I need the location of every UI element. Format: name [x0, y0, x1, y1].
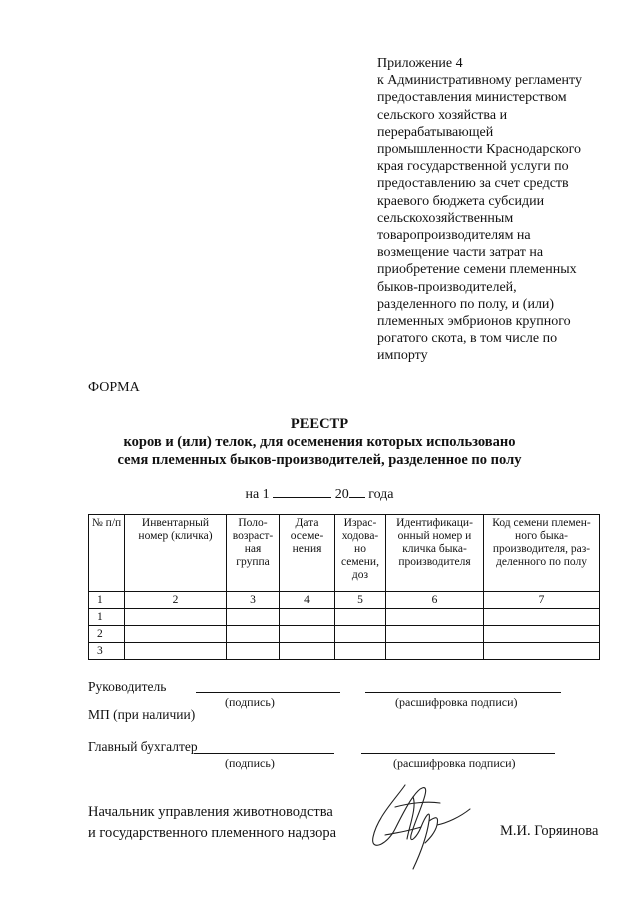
head-signature-line [196, 692, 340, 693]
appendix-line: сельскохозяйственным [377, 210, 514, 226]
header-age-group: Поло-возраст-ная группа [227, 515, 280, 592]
document-title: РЕЕСТР [290, 416, 349, 432]
handwritten-signature [365, 777, 480, 877]
period-prefix: на 1 [245, 487, 270, 502]
appendix-line: предоставлению за счет средств [377, 176, 569, 192]
accountant-label: Главный бухгалтер [88, 739, 198, 754]
column-number: 3 [227, 592, 280, 609]
appendix-note [377, 55, 622, 365]
appendix-line: возмещение части затрат на [377, 245, 544, 261]
appendix-line: быков-производителей, [377, 279, 517, 295]
column-number: 1 [89, 592, 125, 609]
table-row [89, 643, 600, 660]
row-number: 3 [89, 643, 125, 660]
row-number: 2 [89, 626, 125, 643]
appendix-line: приобретение семени племенных [377, 262, 577, 278]
row-number: 1 [89, 609, 125, 626]
appendix-line: предоставления министерством [377, 90, 567, 106]
document-subtitle-line: семя племенных быков-производителей, разделенное по полу [117, 452, 522, 468]
period-line [0, 485, 639, 503]
period-year-prefix: 20 [334, 487, 349, 502]
sign-hint: (подпись) [225, 756, 275, 770]
table-numbering-row [89, 592, 600, 609]
table-row [89, 609, 600, 626]
header-inventory: Инвентарный номер (кличка) [125, 515, 227, 592]
period-year-blank [349, 485, 365, 498]
appendix-line: промышленности Краснодарского [377, 142, 582, 158]
sign-hint: (подпись) [225, 695, 275, 709]
table-header-row [89, 515, 600, 592]
appendix-line: импорту [377, 348, 428, 364]
period-suffix: года [368, 487, 394, 502]
appendix-line: к Административному регламенту [377, 73, 582, 89]
accountant-signature-line [194, 753, 334, 754]
header-doses: Израс-ходова-но семени, доз [335, 515, 386, 592]
table-row [89, 626, 600, 643]
appendix-line: племенных эмбрионов крупного [377, 314, 571, 330]
head-label: Руководитель [88, 679, 167, 694]
appendix-line: перерабатывающей [377, 124, 494, 140]
column-number: 2 [125, 592, 227, 609]
header-insemination-date: Дата осеме-нения [280, 515, 335, 592]
document-subtitle-line: коров и (или) телок, для осеменения которых использовано [123, 434, 516, 450]
decode-hint: (расшифровка подписи) [395, 695, 518, 709]
accountant-decode-line [361, 753, 555, 754]
appendix-line: края государственной услуги по [377, 159, 569, 175]
stamp-label: МП (при наличии) [88, 707, 196, 722]
appendix-line: Приложение 4 [377, 56, 463, 71]
column-number: 4 [280, 592, 335, 609]
period-date-blank [273, 485, 331, 498]
official-position-line: и государственного племенного надзора [88, 825, 337, 841]
appendix-line: рогатого скота, в том числе по [377, 331, 558, 347]
appendix-line: товаропроизводителям на [377, 228, 531, 244]
official-name: М.И. Горяинова [500, 823, 599, 839]
header-semen-code: Код семени племен-ного быка-производителя, раз-деленного по полу [484, 515, 600, 592]
column-number: 5 [335, 592, 386, 609]
column-number: 6 [386, 592, 484, 609]
appendix-line: сельского хозяйства и [377, 107, 508, 123]
appendix-line: краевого бюджета субсидии [377, 193, 545, 209]
official-position [88, 802, 336, 844]
form-label: ФОРМА [88, 380, 140, 395]
decode-hint: (расшифровка подписи) [393, 756, 516, 770]
header-bull-id: Идентификаци-онный номер и кличка быка-производителя [386, 515, 484, 592]
header-number: № п/п [89, 515, 125, 592]
head-decode-line [365, 692, 561, 693]
appendix-line: разделенного по полу, и (или) [377, 296, 555, 312]
official-position-line: Начальник управления животноводства [88, 804, 333, 820]
register-table [88, 514, 600, 660]
column-number: 7 [484, 592, 600, 609]
